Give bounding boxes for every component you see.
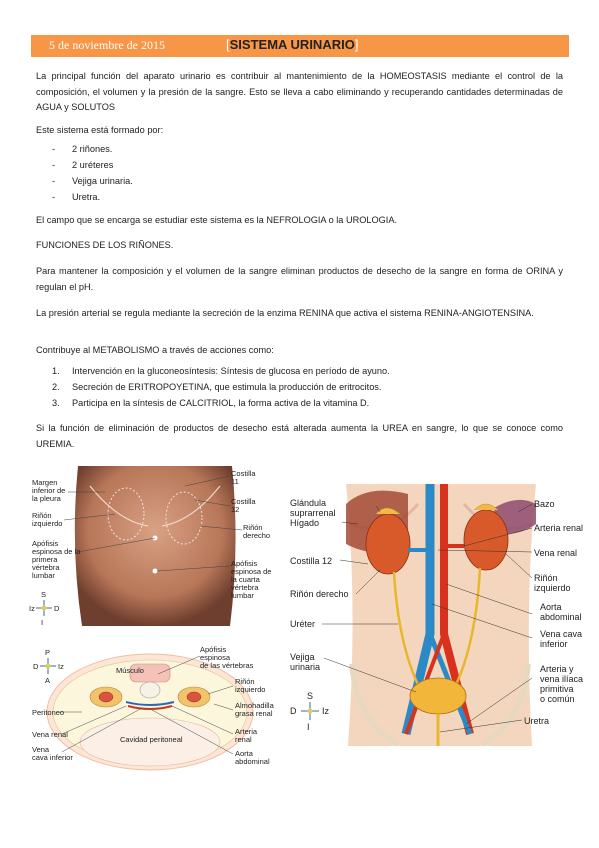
- list-item: 2. Secreción de ERITROPOYETINA, que estimula la producción de eritrocitos.: [52, 382, 382, 392]
- field-paragraph: El campo que se encarga se estudiar este sistema es la NEFROLOGIA o la UROLOGIA.: [36, 215, 398, 225]
- kidney-right: [366, 514, 410, 574]
- label-apofisis-cuarta: Apófisis espinosa de la cuarta vértebra lumbar: [231, 559, 272, 600]
- list-item: - Uretra.: [52, 189, 133, 205]
- label-glandula: Glándula suprarrenal: [290, 498, 336, 518]
- back-view-figure: [30, 466, 280, 628]
- list-item: - 2 riñones.: [52, 141, 133, 157]
- cross-section-figure: [30, 642, 280, 777]
- compass-front: [301, 702, 319, 720]
- compass-up: S: [41, 590, 47, 599]
- compass-left: D: [33, 662, 39, 671]
- list-item: - 2 uréteres: [52, 157, 133, 173]
- list-item: 3. Participa en la síntesis de CALCITRIOL, la forma activa de la vitamina D.: [52, 398, 370, 408]
- label-cavidad: Cavidad peritoneal: [120, 735, 183, 744]
- paragraph-metabolismo: Contribuye al METABOLISMO a través de acciones como:: [36, 345, 274, 355]
- label-apofisis-vertebras: Apófisis espinosa de las vértebras: [200, 645, 254, 670]
- label-apofisis-primera: Apófisis espinosa de la primera vértebra lumbar: [32, 539, 81, 580]
- compass-right: D: [54, 604, 60, 613]
- compass-up: P: [45, 648, 51, 657]
- label-bazo: Bazo: [534, 499, 555, 509]
- label-rinon-derecho: Riñón derecho: [243, 523, 271, 540]
- label-costilla-12-front: Costilla 12: [290, 556, 333, 566]
- section-heading: FUNCIONES DE LOS RIÑONES.: [36, 240, 174, 250]
- label-vena-cava: Vena cava inferior: [32, 745, 73, 762]
- label-aorta-section: Aorta abdominal: [235, 749, 270, 766]
- label-rinon-izquierdo-front: Riñón izquierdo: [534, 573, 571, 593]
- intro-paragraph: La principal función del aparato urinario es contribuir al mantenimiento de la HOMEOSTASIS mediante el control de la composición, el volumen y la presión de la sangre. Esto se lleva a cabo eliminando y recuperando cantidades determinadas de AGUA y SOLUTOS: [36, 71, 563, 112]
- header-title-wrap: [226, 37, 358, 52]
- compass-right: Iz: [58, 662, 64, 671]
- label-iliaca: Arteria y vena ilíaca primitiva o común: [540, 664, 584, 704]
- compass-left: D: [290, 706, 297, 716]
- header-bar: [31, 35, 569, 57]
- label-peritoneo: Peritoneo: [32, 708, 65, 717]
- compass-back: [36, 600, 52, 616]
- label-higado: Hígado: [290, 518, 320, 528]
- compass-down: I: [307, 722, 310, 732]
- label-arteria-renal-front: Arteria renal: [534, 523, 584, 533]
- bracket-right: ]: [354, 37, 359, 52]
- list-item: - Vejiga urinaria.: [52, 173, 133, 189]
- label-ureter: Uréter: [290, 619, 316, 629]
- label-rinon-izquierdo-section: Riñón izquierdo: [235, 677, 266, 694]
- label-vena-renal-front: Vena renal: [534, 548, 578, 558]
- label-almohadilla: Almohadilla grasa renal: [235, 701, 274, 718]
- label-vejiga: Vejiga urinaria: [290, 652, 321, 672]
- label-musculo: Músculo: [116, 666, 144, 675]
- list-item: 1. Intervención en la gluconeosíntesis: Síntesis de glucosa en período de ayuno.: [52, 366, 390, 376]
- front-view-figure: [288, 484, 588, 766]
- compass-down: I: [41, 618, 44, 627]
- label-uretra: Uretra: [524, 716, 550, 726]
- compass-up: S: [307, 691, 314, 701]
- label-costilla-12: Costilla 12: [231, 497, 256, 514]
- page-title: SISTEMA URINARIO: [229, 37, 355, 52]
- compass-section: [40, 658, 56, 674]
- bladder: [410, 678, 466, 714]
- vertebra-dot: [153, 569, 158, 574]
- paragraph-renina: La presión arterial se regula mediante la secreción de la enzima RENINA que activa el sistema RENINA-ANGIOTENSINA.: [36, 308, 534, 318]
- label-arteria-renal: Arteria renal: [235, 727, 258, 744]
- label-margen: Margen inferior de la pleura: [32, 478, 66, 503]
- label-rinon-derecho-front: Riñón derecho: [290, 589, 349, 599]
- compass-right: Iz: [322, 706, 330, 716]
- paragraph-orina: Para mantener la composición y el volumen de la sangre eliminan productos de desecho de la sangre en forma de ORINA y regulan el pH.: [36, 266, 563, 292]
- back-torso: [75, 466, 236, 626]
- label-vena-cava-front: Vena cava inferior: [540, 629, 583, 649]
- vertebra: [140, 682, 160, 698]
- actions-list: [52, 363, 390, 411]
- label-rinon-izquierdo: Riñón izquierdo: [32, 511, 63, 528]
- compass-down: A: [45, 676, 51, 685]
- compass-left: Iz: [29, 604, 35, 613]
- label-aorta-front: Aorta abdominal: [540, 602, 582, 622]
- paragraph-uremia: Si la función de eliminación de productos de desecho está alterada aumenta la UREA en sangre, lo que se conoce como UREMIA.: [36, 423, 563, 449]
- label-vena-renal: Vena renal: [32, 730, 68, 739]
- label-costilla-11: Costilla 11: [231, 469, 256, 486]
- components-list: [52, 141, 133, 205]
- components-intro: Este sistema está formado por:: [36, 125, 164, 135]
- bracket-left: [: [226, 37, 230, 52]
- header-date: 5 de noviembre de 2015: [49, 38, 165, 52]
